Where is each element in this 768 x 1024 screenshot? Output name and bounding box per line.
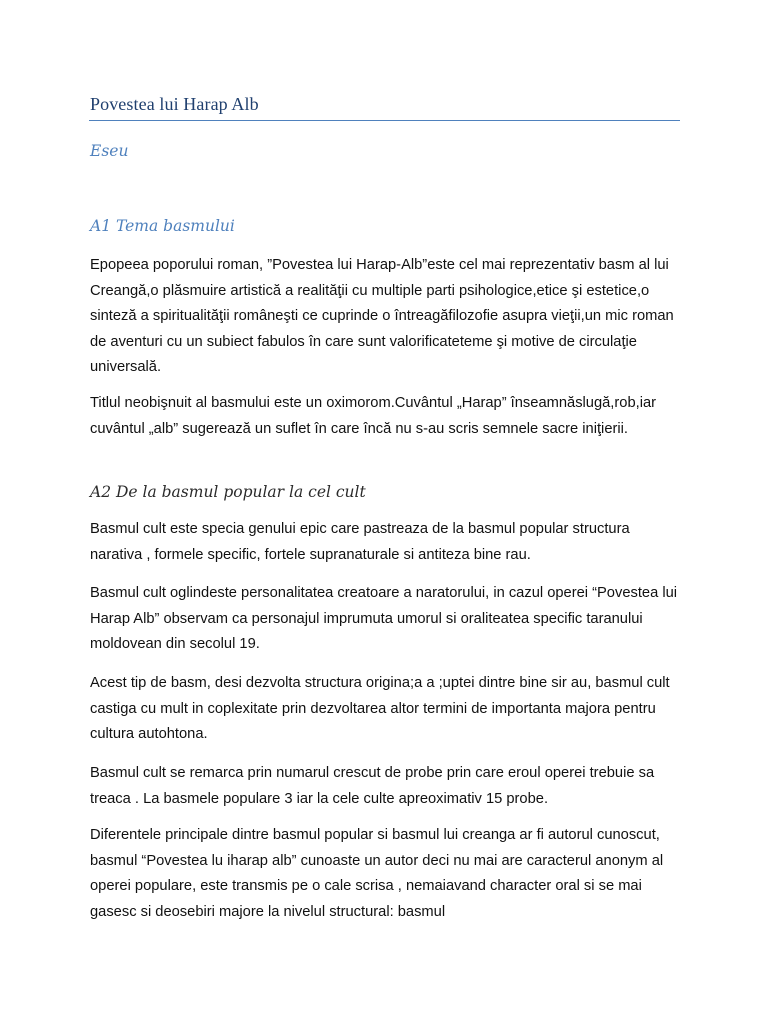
title-underline-divider (89, 120, 680, 121)
paragraph-a2-3: Acest tip de basm, desi dezvolta structura origina;a a ;uptei dintre bine sir au, basmul cult castiga cu mult in coplexitate prin dezvoltarea altor termini de importanta majora pentru cultura autohtona. (90, 675, 670, 742)
paragraph-a1-2: Titlul neobişnuit al basmului este un oximorom.Cuvântul „Harap” înseamnăslugă,rob,iar cuvântul „alb” sugerează un suflet în care încă nu s-au scris semnele sacre iniţierii. (90, 395, 657, 437)
paragraph-a2-2: Basmul cult oglindeste personalitatea creatoare a naratorului, in cazul operei “Povestea lui Harap Alb” observam ca personajul imprumuta umorul si oraliteatea specific taranului moldovean din secolul 19. (90, 585, 678, 652)
section-heading-a2: A2 De la basmul popular la cel cult (90, 483, 366, 501)
paragraph-a1-1: Epopeea poporului roman, ”Povestea lui Harap-Alb”este cel mai reprezentativ basm al lui Creangă,o plăsmuire artistică a realităţii cu multiple parti psihologice,etice şi estetice,o sinteză a spiritualităţii româneşti ce cuprinde o întreagăfilozofie asupra vieţii,un mic roman de aventuri cu un subiect fabulos în care sunt valorificateteme şi motive de circulaţie universală. (90, 257, 674, 375)
paragraph-a2-5: Diferentele principale dintre basmul popular si basmul lui creanga ar fi autorul cunoscut, basmul “Povestea lu iharap alb” cunoaste un autor deci nu mai are caracterul anonym al operei populare, este transmis pe o cale scrisa , nemaiavand character oral si se mai gasesc si deosebiri majore la nivelul structural: basmul (90, 827, 664, 920)
document-subtitle: Eseu (90, 142, 129, 160)
section-heading-a1: A1 Tema basmului (90, 217, 235, 235)
paragraph-a2-4: Basmul cult se remarca prin numarul crescut de probe prin care eroul operei trebuie sa treaca . La basmele populare 3 iar la cele culte apreoximativ 15 probe. (90, 765, 655, 807)
document-title: Povestea lui Harap Alb (90, 94, 259, 114)
paragraph-a2-1: Basmul cult este specia genului epic care pastreaza de la basmul popular structura narativa , formele specific, fortele supranaturale si antiteza bine rau. (90, 521, 630, 563)
